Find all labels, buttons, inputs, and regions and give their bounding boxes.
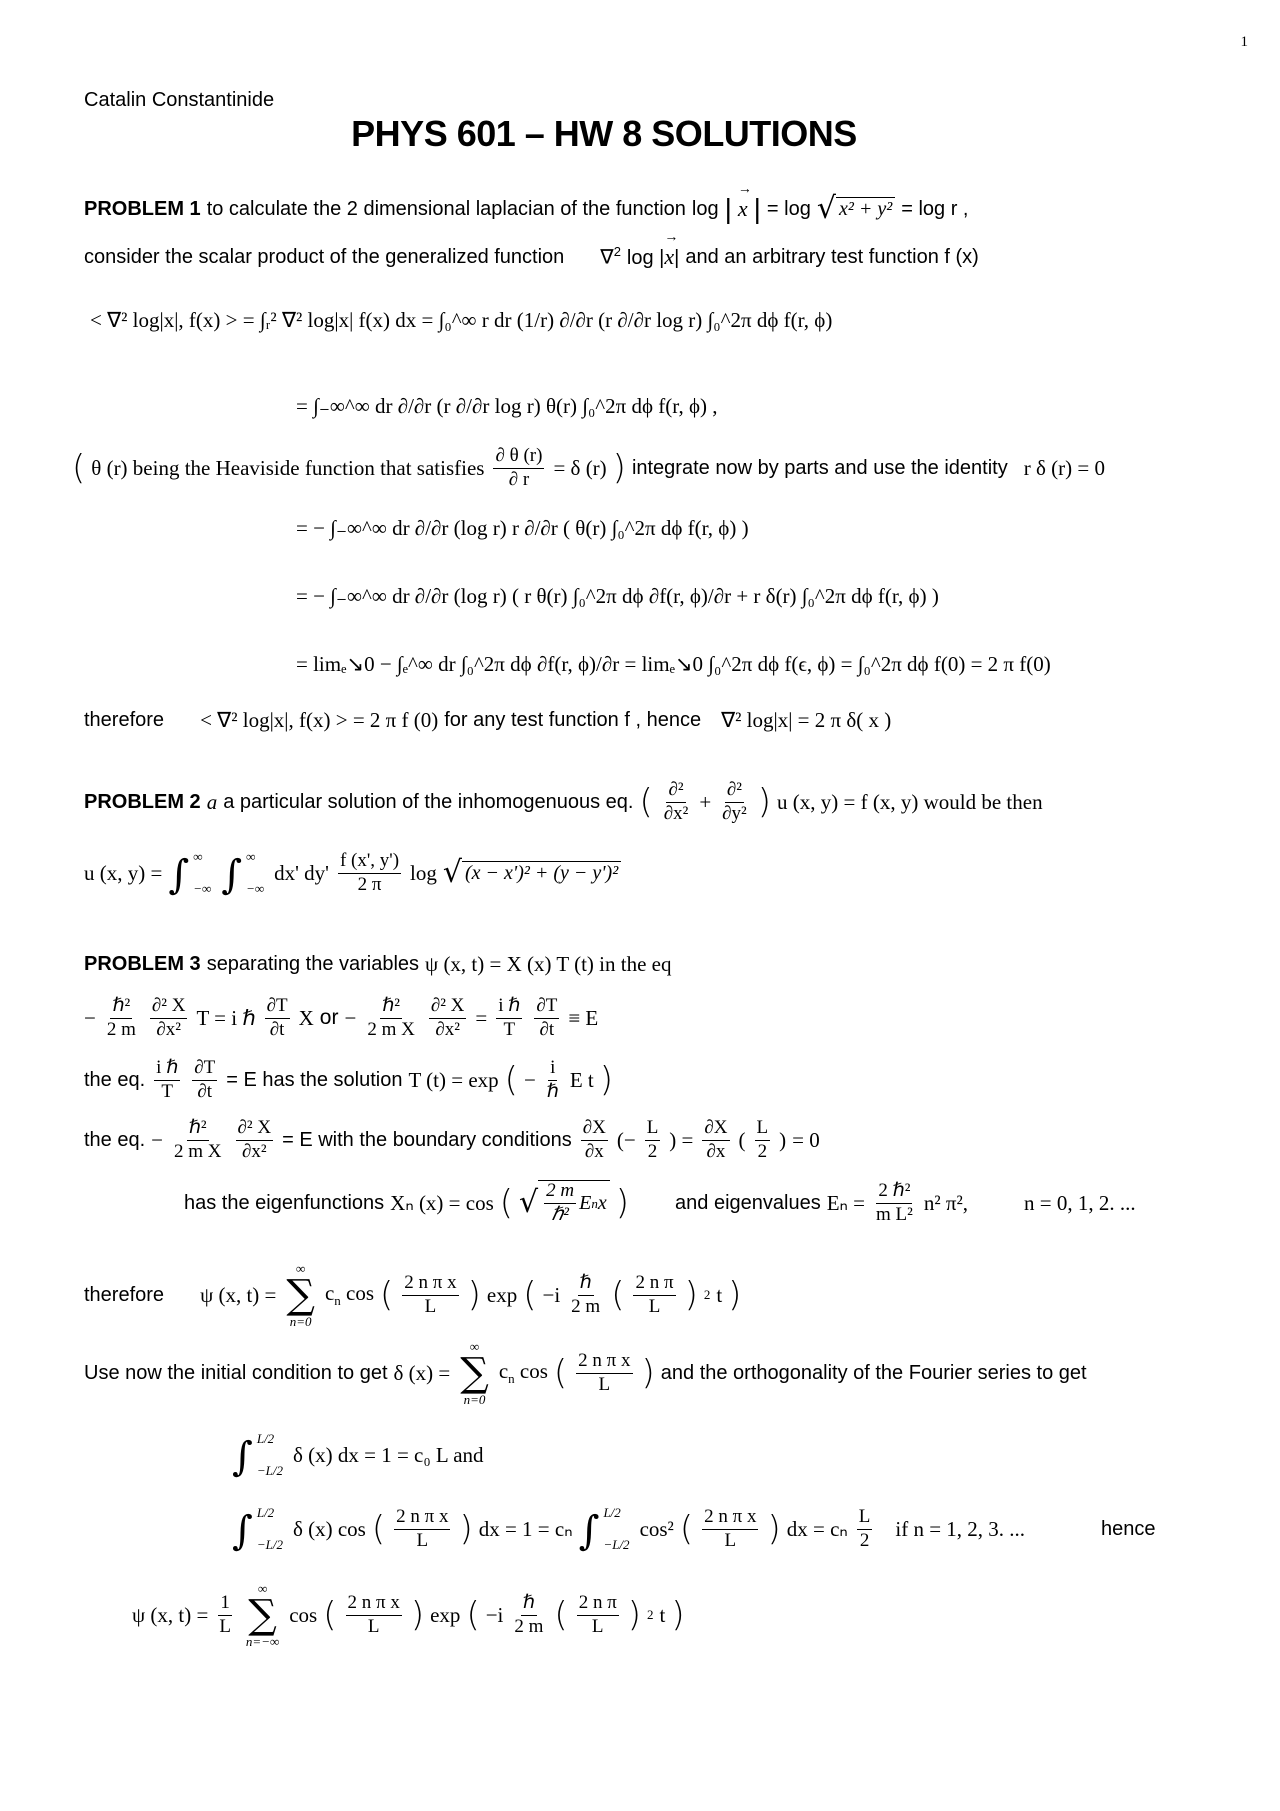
sol-num: f (x', y')	[338, 851, 401, 874]
2npix-L-fraction: $\frac{\text{2 n π x}}{L}$	[396, 1505, 449, 1551]
problem2-solution	[84, 838, 621, 908]
func-radicand: x² + y²	[836, 197, 895, 221]
conclusion-text: for any test function f , hence	[444, 708, 702, 731]
i-hbar-fraction: $\frac{i}{\text{ℏ}}$	[546, 1056, 559, 1102]
log-abs-x: log |→ x|	[627, 244, 679, 270]
dT-dt-fraction: $\frac{\partial T}{\partial t}$	[266, 994, 288, 1040]
integral-limits: L/2 −L/2	[603, 1505, 630, 1552]
the-eq-label: the eq.	[84, 1068, 146, 1091]
hbar2-2mX-fraction: $\frac{\text{ℏ²}}{\text{2 m X}}$	[367, 994, 415, 1040]
orth2-c: cos²	[639, 1516, 674, 1541]
problem3-line1	[84, 952, 671, 977]
d2-num: ∂²	[725, 780, 744, 803]
time-solution-text: = E has the solution	[226, 1068, 403, 1091]
2npix-L-fraction: $\frac{\text{2 n π x}}{L}$	[347, 1591, 400, 1637]
heaviside-text-b: = δ (r)	[553, 455, 607, 480]
problem1-label: PROBLEM 1	[84, 197, 201, 220]
paren-close: )	[612, 448, 626, 488]
2npix-L-fraction: $\frac{\text{2 n π x}}{L}$	[404, 1271, 457, 1317]
L-2-fraction: $\frac{L}{2}$	[646, 1116, 659, 1162]
minus-i: −i	[542, 1282, 561, 1307]
problem3-general-solution	[84, 1250, 741, 1340]
abs-bar: |	[724, 193, 732, 224]
integral-sign: ∫	[232, 1508, 253, 1554]
page-number: 1	[1240, 34, 1248, 50]
paren-open: (	[466, 1595, 480, 1635]
problem1-eq3	[296, 498, 749, 558]
eq1-text: < ∇² log|x|, f(x) > = ∫ᵣ² ∇² log|x| f(x) dx = ∫₀^∞ r dr (1/r) ∂/∂r (r ∂/∂r log r) ∫₀^2π dϕ f(r, ϕ)	[90, 307, 833, 332]
init-text-c: and the orthogonality of the Fourier series to get	[660, 1361, 1087, 1384]
problem3-label: PROBLEM 3	[84, 953, 201, 975]
hbar-2m-fraction: $\frac{\text{ℏ}}{2 m}$	[571, 1271, 601, 1317]
exponent-2: 2	[703, 1287, 711, 1302]
eigen-text-a: has the eigenfunctions	[184, 1191, 385, 1214]
problem3-schrodinger: − $\frac{\text{ℏ²}}{2 m}$ $\frac{\text{∂² X}}{\text{∂x²}}$ T = i ℏ $\frac{\partial T}{\partial t}$ X or − $\frac{\text{ℏ²}}{\text{2 m X}}$ $\frac{\text{∂² X}}{\text{∂x²}}$ = $\frac{\text{i ℏ}}{T}$ $\frac{\partial T}{\partial t}$ ≡ E	[84, 994, 599, 1040]
vector-x: → x	[738, 196, 748, 222]
exponent-2: 2	[647, 1607, 654, 1622]
func-end: = log r ,	[901, 197, 969, 220]
problem1-eq4	[296, 566, 939, 626]
problem2-label: PROBLEM 2	[84, 790, 201, 813]
2hbar2-mL2-fraction: $\frac{\text{2 ℏ²}}{\text{m L²}}$	[876, 1179, 913, 1225]
problem1-line2-end: and an arbitrary test function f (x)	[685, 245, 979, 268]
problem3-intro: separating the variables	[206, 953, 420, 975]
problem3-final-solution	[132, 1570, 685, 1660]
orth2-d: dx = cₙ	[786, 1516, 848, 1541]
eq3-text: = − ∫₋∞^∞ dr ∂/∂r (log r) r ∂/∂r ( θ(r) ∫₀^2π dϕ f(r, ϕ) )	[296, 515, 749, 540]
log-text: log	[691, 197, 719, 220]
exp-text: exp	[486, 1282, 518, 1307]
eigen-text-d: Eₙ =	[826, 1190, 865, 1215]
problem3-space-eq	[84, 1110, 820, 1170]
dX-dx-fraction: $\frac{\partial X}{\partial x}$	[582, 1116, 606, 1162]
integral-sign: ∫	[232, 1434, 253, 1480]
d2X-dx2-fraction: $\frac{\text{∂² X}}{\text{∂x²}}$	[237, 1116, 272, 1162]
paren-close: )	[684, 1275, 698, 1315]
d2-dx2-fraction	[662, 780, 691, 825]
sol-radicand: (x − x')² + (y − y')²	[462, 861, 621, 885]
hbar2-2mX-fraction: $\frac{\text{ℏ²}}{\text{2 m X}}$	[174, 1116, 222, 1162]
integral-sign: ∫	[221, 852, 243, 898]
paren-close: )	[767, 1509, 781, 1549]
paren-close: )	[641, 1353, 655, 1393]
problem3-eigen-line	[184, 1168, 1136, 1238]
author-name: Catalin Constantinide	[84, 89, 275, 111]
radical-sign: √	[816, 191, 836, 226]
time-solution-exp: T (t) = exp	[408, 1067, 499, 1092]
heaviside-text-a: θ (r) being the Heaviside function that satisfies	[91, 455, 485, 480]
dx2-den: ∂x²	[663, 802, 689, 824]
hbar2-2m-fraction: $\frac{\text{ℏ²}}{2 m}$	[106, 994, 136, 1040]
paren-open: (	[72, 448, 86, 488]
sum-symbol: ∞ ∑ n=−∞	[245, 1581, 280, 1649]
minus-sign: −	[151, 1127, 164, 1152]
dT-dt-fraction: $\frac{\partial T}{\partial t}$	[194, 1056, 216, 1102]
integral-sign: ∫	[578, 1508, 600, 1554]
paren-open: (	[371, 1509, 386, 1549]
bc-eq: ) =	[669, 1127, 694, 1152]
paren-close: )	[671, 1595, 685, 1635]
heaviside-text-d: r δ (r) = 0	[1023, 455, 1105, 480]
problem1-eq1	[90, 290, 832, 350]
eigen-radicand: $\frac{2 m}{\text{ℏ²}}$ E n x	[538, 1180, 610, 1226]
eigen-text-e: n² π²,	[923, 1190, 969, 1215]
problem3-orthogonality-1	[232, 1420, 484, 1490]
bc-right: (	[738, 1127, 746, 1152]
integral-limits: ∞ −∞	[193, 849, 212, 896]
sol-int: dx' dy'	[274, 860, 329, 885]
laplacian-symbol: ∇$^2$	[600, 244, 621, 269]
problem1-line2-text: consider the scalar product of the generalized function	[84, 245, 565, 268]
ihbar-T-fraction: $\frac{\text{i ℏ}}{T}$	[156, 1056, 179, 1102]
cn-cos: $c_n$ cos	[324, 1280, 375, 1309]
2npi-L-fraction: $\frac{\text{2 n π}}{L}$	[635, 1271, 674, 1317]
problem2-op-end: u (x, y) = f (x, y) would be then	[777, 789, 1043, 814]
hbar-2m-fraction: $\frac{\text{ℏ}}{2 m}$	[514, 1591, 544, 1637]
orth2-b: dx = 1 = cₙ	[478, 1516, 573, 1541]
therefore-text: therefore	[84, 1283, 165, 1306]
integral-limits: L/2 −L/2	[256, 1505, 283, 1552]
eq4-text: = − ∫₋∞^∞ dr ∂/∂r (log r) ( r θ(r) ∫₀^2π dϕ ∂f(r, ϕ)/∂r + r δ(r) ∫₀^2π dϕ f(r, ϕ) )	[296, 583, 939, 608]
1-L-fraction: $\frac{1}{L}$	[219, 1591, 231, 1637]
ihbar-T-fraction: $\frac{\text{i ℏ}}{T}$	[498, 994, 521, 1040]
exp-text: exp	[430, 1602, 461, 1627]
t-var: t	[716, 1282, 723, 1307]
paren-open: (	[639, 782, 653, 822]
eq2-text: = ∫₋∞^∞ dr ∂/∂r (r ∂/∂r log r) θ(r) ∫₀^2π dϕ f(r, ϕ) ,	[296, 393, 718, 418]
or-text: or	[319, 1006, 339, 1029]
integral-limits: ∞ −∞	[246, 849, 265, 896]
heaviside-text-c: integrate now by parts and use the identity	[631, 456, 1008, 479]
conclusion-result: ∇² log|x| = 2 π δ( x )	[721, 707, 892, 732]
L-2-fraction: $\frac{L}{2}$	[858, 1505, 871, 1551]
2npix-L-fraction: $\frac{\text{2 n π x}}{L}$	[704, 1505, 757, 1551]
t-var: t	[659, 1602, 666, 1627]
dT-dt-fraction: $\frac{\partial T}{\partial t}$	[536, 994, 558, 1040]
d2-num: ∂²	[666, 780, 685, 803]
problem3-time-eq	[84, 1050, 613, 1110]
E-t: E t	[569, 1067, 594, 1092]
bc-close: )	[779, 1127, 787, 1152]
paren-open: (	[679, 1509, 694, 1549]
problem1-heaviside-line	[72, 438, 1105, 498]
sol-log: log	[410, 860, 437, 885]
conclusion-therefore: therefore	[84, 708, 165, 731]
the-eq-label: the eq.	[84, 1128, 146, 1151]
integral-sign: ∫	[168, 852, 190, 898]
L-2-fraction: $\frac{L}{2}$	[756, 1116, 769, 1162]
sqrt-expression	[816, 191, 895, 226]
paren-close: )	[599, 1060, 614, 1100]
paren-open: (	[523, 1275, 537, 1315]
problem1-intro: to calculate the 2 dimensional laplacian of the function	[206, 197, 686, 220]
paren-close: )	[728, 1275, 742, 1315]
paren-open: (	[380, 1275, 394, 1315]
minus-i: −i	[485, 1602, 504, 1627]
radical-sign: √	[442, 855, 462, 890]
problem1-eq5	[296, 634, 1051, 694]
paren-close: )	[467, 1275, 481, 1315]
eigen-text-c: and eigenvalues	[675, 1191, 821, 1214]
eigen-text-b: Xₙ (x) = cos	[390, 1190, 494, 1215]
sol-den: 2 π	[357, 873, 382, 895]
problem3-initial-condition	[84, 1338, 1087, 1408]
paren-open: (	[553, 1353, 568, 1393]
abs-bar: |	[753, 193, 761, 224]
cn-cos: $c_n$ cos	[498, 1358, 548, 1387]
orth2-e: if n = 1, 2, 3. ...	[895, 1516, 1026, 1541]
paren-open: (	[504, 1060, 518, 1100]
2npix-L-fraction: $\frac{\text{2 n π x}}{L}$	[578, 1349, 631, 1395]
func-eq: = log	[766, 197, 811, 220]
paren-open: (	[611, 1275, 625, 1315]
problem1-conclusion	[84, 700, 891, 740]
sum-symbol: ∞ ∑ n=0	[460, 1339, 489, 1407]
dX-dx-fraction: $\frac{\partial X}{\partial x}$	[704, 1116, 728, 1162]
hence-text: hence	[1101, 1517, 1156, 1540]
init-text-a: Use now the initial condition to get	[84, 1361, 388, 1384]
problem1-line1	[84, 191, 969, 226]
d2-dy2-fraction	[720, 780, 749, 825]
heaviside-den: ∂ r	[508, 468, 530, 490]
paren-close: )	[757, 782, 772, 822]
conclusion-inner-product: < ∇² log|x|, f(x) > = 2 π f (0)	[200, 707, 439, 732]
paren-open: (	[499, 1183, 514, 1223]
equiv-E: ≡ E	[568, 1005, 599, 1030]
plus-sign: +	[699, 789, 712, 814]
orth1-text: δ (x) dx = 1 = c₀ L and	[292, 1442, 484, 1467]
space-eq-text: = E with the boundary conditions	[282, 1128, 572, 1151]
problem1-line2	[84, 244, 979, 270]
heaviside-fraction	[493, 446, 544, 491]
orth2-a: δ (x) cos	[292, 1516, 366, 1541]
problem1-eq2	[296, 376, 718, 436]
sol-fraction	[338, 851, 401, 896]
problem2-a: a	[206, 789, 218, 814]
problem2-line1	[84, 772, 1043, 832]
d2X-dx2-fraction: $\frac{\text{∂² X}}{\text{∂x²}}$	[151, 994, 186, 1040]
eigen-text-f: n = 0, 1, 2. ...	[1024, 1190, 1136, 1215]
sum-symbol: ∞ ∑ n=0	[286, 1261, 315, 1329]
paren-close: )	[615, 1183, 630, 1223]
problem3-orthogonality-2	[232, 1494, 1156, 1564]
paren-open: (	[323, 1595, 337, 1635]
eq5-text: = limₑ↘0 − ∫ₑ^∞ dr ∫₀^2π dϕ ∂f(r, ϕ)/∂r = limₑ↘0 ∫₀^2π dϕ f(ϵ, ϕ) = ∫₀^2π dϕ f(0) = 2 π f(0)	[296, 651, 1051, 676]
sol-lhs: u (x, y) =	[84, 860, 163, 885]
d2X-dx2-fraction: $\frac{\text{∂² X}}{\text{∂x²}}$	[430, 994, 465, 1040]
sqrt-expression	[442, 855, 621, 890]
problem3-separation: ψ (x, t) = X (x) T (t) in the eq	[425, 952, 672, 976]
init-text-b: δ (x) =	[393, 1360, 451, 1385]
heaviside-num: ∂ θ (r)	[493, 446, 544, 469]
cos-text: cos	[289, 1602, 318, 1627]
dy2-den: ∂y²	[722, 802, 747, 824]
paren-close: )	[410, 1595, 425, 1635]
paren-open: (	[554, 1595, 568, 1635]
sqrt-expression	[519, 1180, 610, 1226]
problem2-intro: a particular solution of the inhomogenuous eq.	[223, 790, 634, 813]
final-lhs: ψ (x, t) =	[132, 1602, 209, 1627]
2m-hbar2-fraction: $\frac{2 m}{\text{ℏ²}}$	[546, 1180, 575, 1225]
radical-sign: √	[519, 1185, 539, 1220]
2npi-L-fraction: $\frac{\text{2 n π}}{L}$	[578, 1591, 617, 1637]
bc-end: = 0	[792, 1127, 820, 1152]
document-title: PHYS 601 – HW 8 SOLUTIONS	[351, 113, 857, 154]
psi-lhs: ψ (x, t) =	[200, 1282, 277, 1307]
paren-close: )	[459, 1509, 473, 1549]
paren-close: )	[627, 1595, 642, 1635]
integral-limits: L/2 −L/2	[256, 1431, 283, 1478]
minus-sign: −	[523, 1067, 536, 1092]
bc-left: (−	[616, 1127, 636, 1152]
